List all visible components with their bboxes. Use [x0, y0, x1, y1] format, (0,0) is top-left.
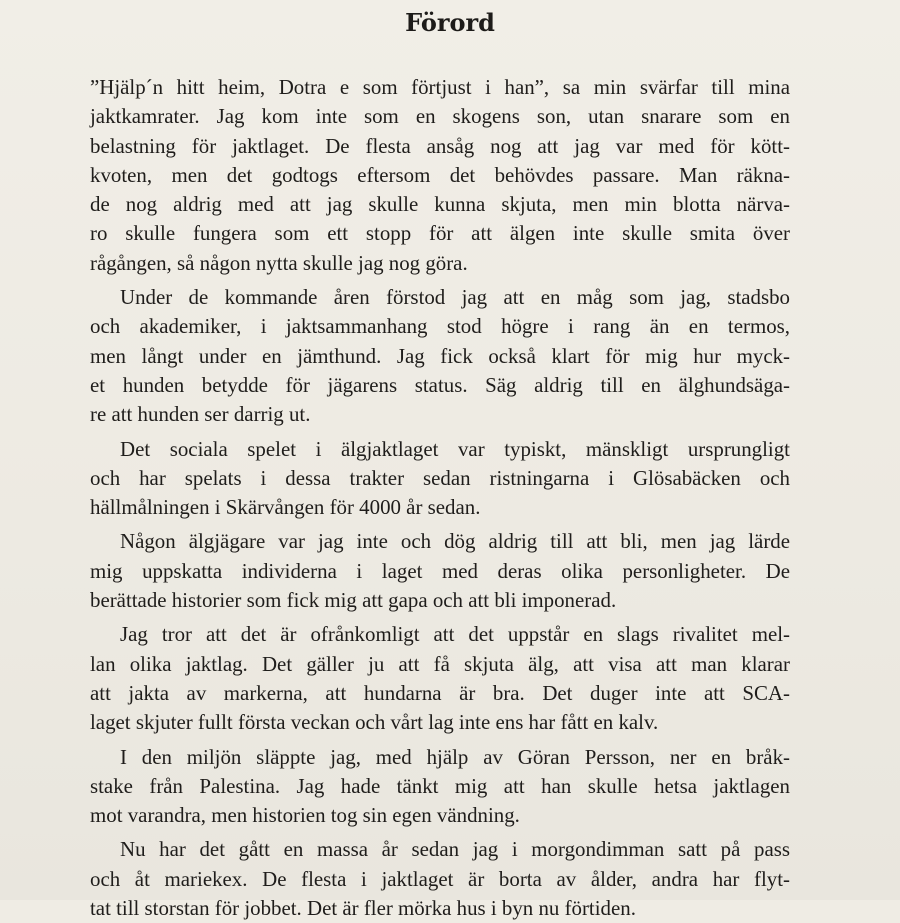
text-line: de nog aldrig med att jag skulle kunna skjuta, men min blotta närva-: [90, 192, 790, 217]
text-line: och åt mariekex. De flesta i jaktlaget är borta av ålder, andra har flyt-: [90, 866, 790, 891]
text-line: Någon älgjägare var jag inte och dög aldrig till att bli, men jag lärde: [120, 529, 790, 554]
paragraph: [90, 527, 790, 615]
text-line: re att hunden ser darrig ut.: [90, 402, 311, 427]
paragraph: [90, 835, 790, 923]
text-line: Det sociala spelet i älgjaktlaget var typiskt, mänskligt ursprungligt: [120, 436, 790, 461]
paragraph: [90, 283, 790, 429]
text-line: lan olika jaktlag. Det gäller ju att få skjuta älg, att visa att man klarar: [90, 651, 790, 676]
text-line: mig uppskatta individerna i laget med deras olika personligheter. De: [90, 558, 790, 583]
text-line: och akademiker, i jaktsammanhang stod högre i rang än en termos,: [90, 314, 790, 339]
text-line: mot varandra, men historien tog sin egen vändning.: [90, 803, 520, 828]
chapter-title: Förord: [405, 8, 495, 37]
paragraph: [90, 620, 790, 737]
text-line: et hunden betydde för jägarens status. Säg aldrig till en älghundsäga-: [90, 372, 790, 397]
text-line: stake från Palestina. Jag hade tänkt mig att han skulle hetsa jaktlagen: [90, 773, 790, 798]
paragraph: [90, 743, 790, 831]
text-line: I den miljön släppte jag, med hjälp av Göran Persson, ner en bråk-: [120, 744, 790, 769]
paragraph: [90, 435, 790, 523]
text-line: rågången, så någon nytta skulle jag nog göra.: [90, 250, 468, 275]
paragraph: [90, 73, 790, 278]
text-line: kvoten, men det godtogs eftersom det behövdes passare. Man räkna-: [90, 162, 790, 187]
text-line: laget skjuter fullt första veckan och vårt lag inte ens har fått en kalv.: [90, 710, 659, 735]
text-line: ”Hjälp´n hitt heim, Dotra e som förtjust i han”, sa min svärfar till mina: [90, 75, 790, 99]
text-line: Under de kommande åren förstod jag att en måg som jag, stadsbo: [120, 285, 790, 310]
text-line: tat till storstan för jobbet. Det är fler mörka hus i byn nu förtiden.: [90, 896, 636, 921]
text-line: belastning för jaktlaget. De flesta ansåg nog att jag var med för kött-: [90, 133, 790, 158]
text-line: ro skulle fungera som ett stopp för att älgen inte skulle smita över: [90, 221, 790, 246]
text-line: hällmålningen i Skärvången för 4000 år sedan.: [90, 495, 481, 520]
text-line: och har spelats i dessa trakter sedan ristningarna i Glösabäcken och: [90, 465, 790, 490]
text-line: att jakta av markerna, att hundarna är bra. Det duger inte att SCA-: [90, 680, 790, 705]
text-line: Nu har det gått en massa år sedan jag i morgondimman satt på pass: [120, 837, 790, 862]
text-line: men långt under en jämthund. Jag fick också klart för mig hur myck-: [90, 343, 790, 368]
text-line: berättade historier som fick mig att gapa och att bli imponerad.: [90, 588, 617, 613]
text-line: Jag tror att det är ofrånkomligt att det uppstår en slags rivalitet mel-: [120, 622, 790, 647]
body-text: [90, 73, 790, 923]
text-line: jaktkamrater. Jag kom inte som en skogens son, utan snarare som en: [90, 104, 790, 129]
